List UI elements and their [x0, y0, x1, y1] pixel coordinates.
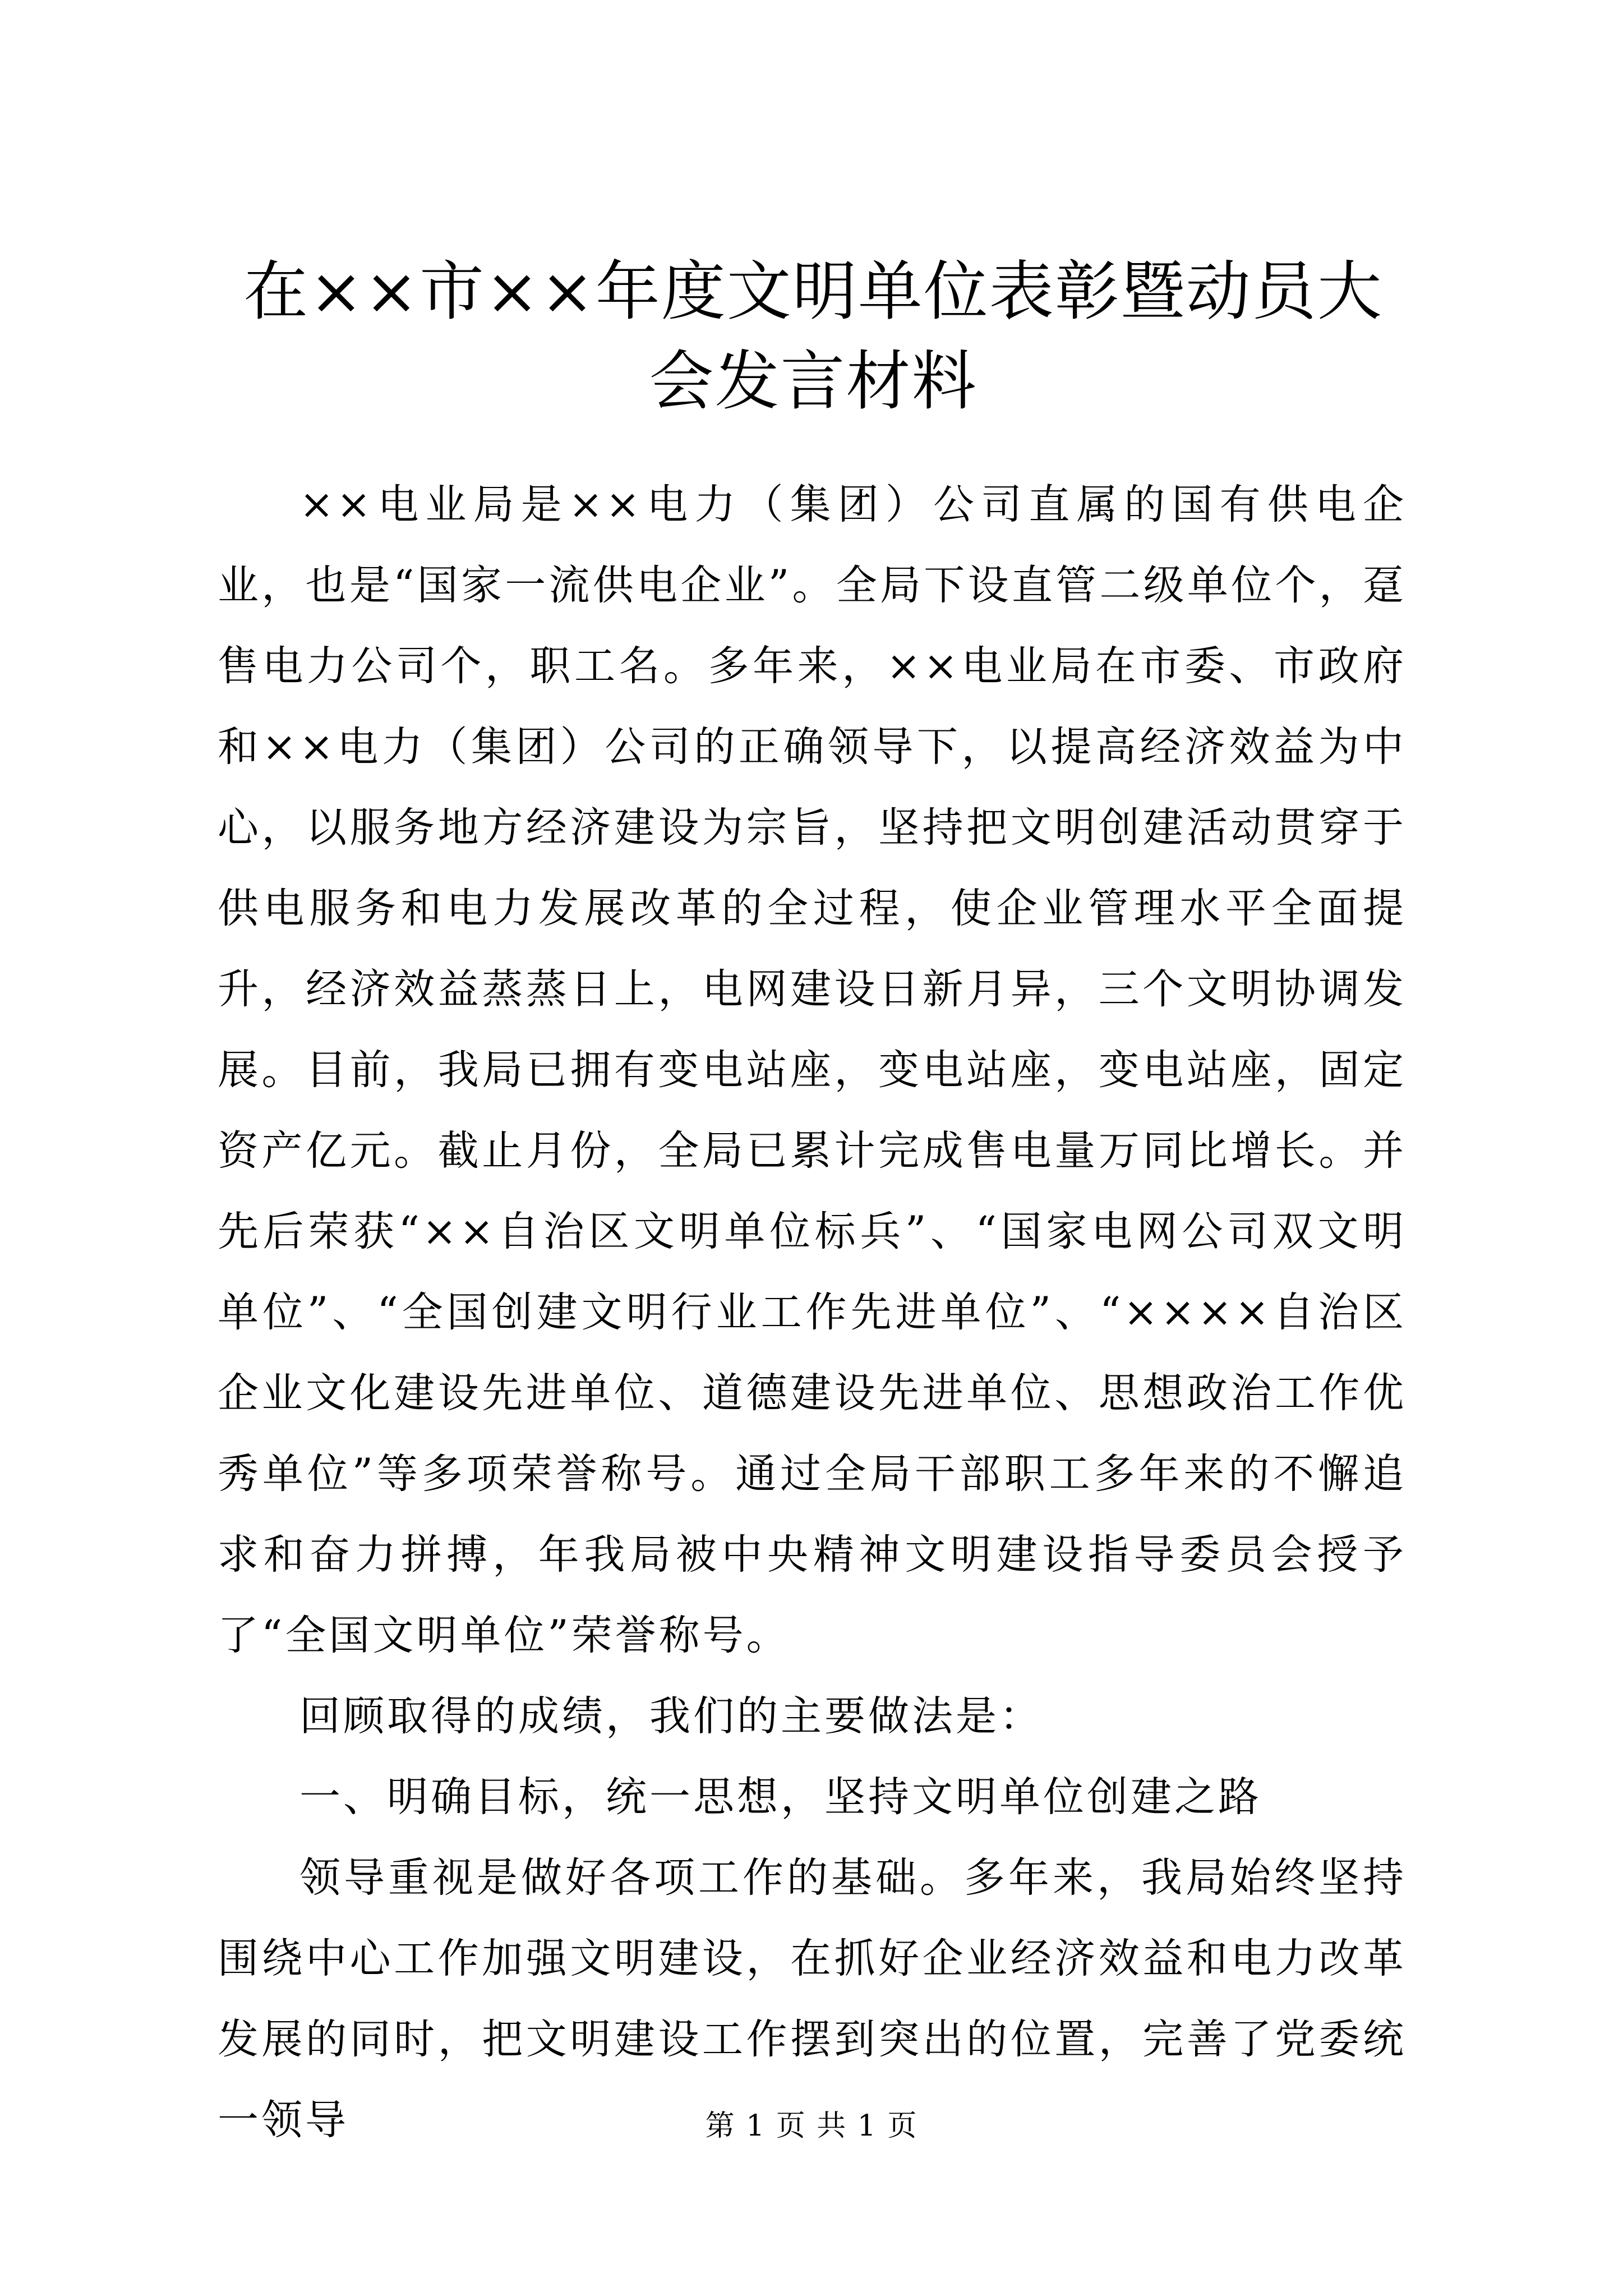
- document-body: [218, 464, 1407, 2161]
- paragraph-review: 回顾取得的成绩，我们的主要做法是：: [299, 1692, 1043, 1740]
- section-heading-1: 一、明确目标，统一思想，坚持文明单位创建之路: [299, 1773, 1262, 1821]
- page-footer: 第 1 页 共 1 页: [705, 2109, 918, 2143]
- paragraph-intro: ××电业局是××电力（集团）公司直属的国有供电企业，也是“国家一流供电企业”。全局下设直管二级单位个，趸售电力公司个，职工名。多年来，××电业局在市委、市政府和××电力（集团）公司的正确领导下，以提高经济效益为中心，以服务地方经济建设为宗旨，坚持把文明创建活动贯穿于供电服务和电力发展改革的全过程，使企业管理水平全面提升，经济效益蒸蒸日上，电网建设日新月异，三个文明协调发展。目前，我局已拥有变电站座，变电站座，变电站座，固定资产亿元。截止月份，全局已累计完成售电量万同比增长。并先后荣获“××自治区文明单位标兵”、“国家电网公司双文明单位”、“全国创建文明行业工作先进单位”、“××××自治区企业文化建设先进单位、道德建设先进单位、思想政治工作优秀单位”等多项荣誉称号。通过全局干部职工多年来的不懈追求和奋力拼搏，年我局被中央精神文明建设指导委员会授予了“全国文明单位”荣誉称号。: [218, 481, 1407, 1659]
- paragraph-leadership: 领导重视是做好各项工作的基础。多年来，我局始终坚持围绕中心工作加强文明建设，在抓好企业经济效益和电力改革发展的同时，把文明建设工作摆到突出的位置，完善了党委统一领导: [218, 1854, 1407, 2144]
- document-title: 在××市××年度文明单位表彰暨动员大会发言材料: [243, 254, 1383, 419]
